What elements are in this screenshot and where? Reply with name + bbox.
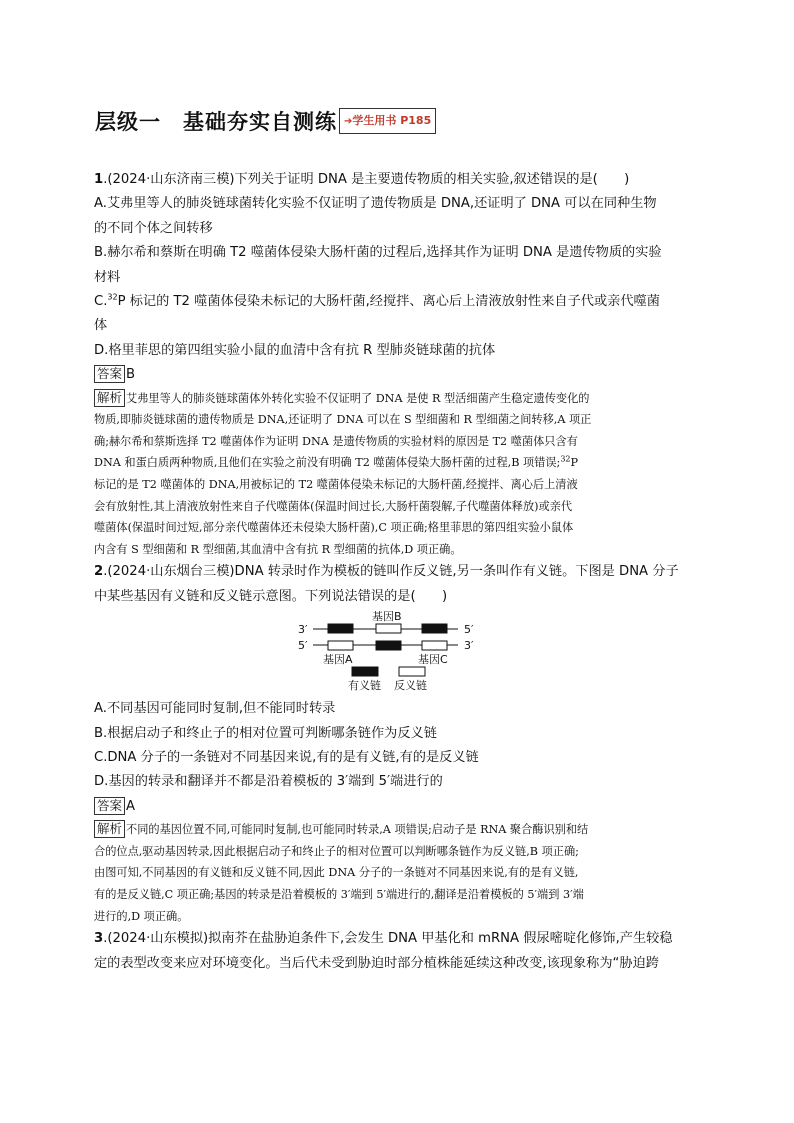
gene-c-sense-block xyxy=(422,624,447,633)
explanation-text: 艾弗里等人的肺炎链球菌体外转化实验不仅证明了 DNA 是使 R 型活细菌产生稳定遗传变化的 xyxy=(126,391,590,405)
option-a: A.艾弗里等人的肺炎链球菌转化实验不仅证明了遗传物质是 DNA,还证明了 DNA 可以在同种生物 xyxy=(94,196,657,212)
option-a: A.不同基因可能同时复制,但不能同时转录 xyxy=(94,701,336,717)
explanation-tag: 解析 xyxy=(94,820,125,838)
isotope-superscript: 32 xyxy=(560,454,571,464)
explanation-line xyxy=(94,452,698,474)
question-2 xyxy=(94,560,698,927)
explanation-line: 由图可知,不同基因的有义链和反义链不同,因此 DNA 分子的一条链对不同基因来说,有的是有义链, xyxy=(94,866,579,880)
gene-b-sense-block xyxy=(376,641,401,650)
student-book-page-label: 学生用书 P185 xyxy=(352,114,432,127)
gene-c-label: 基因C xyxy=(418,653,448,667)
question-3 xyxy=(94,927,698,976)
explanation-line: 进行的,D 项正确。 xyxy=(94,909,189,923)
explanation-line: 确;赫尔希和蔡斯选择 T2 噬菌体作为证明 DNA 是遗传物质的实验材料的原因是 T2 噬菌体只含有 xyxy=(94,434,578,448)
label-3prime-bottom: 3′ xyxy=(464,639,474,653)
arrow-icon: ➔ xyxy=(344,116,353,127)
explanation-text: 不同的基因位置不同,可能同时复制,也可能同时转录,A 项错误;启动子是 RNA 聚合酶识别和结 xyxy=(126,823,589,837)
explanation-line: 合的位点,驱动基因转录,因此根据启动子和终止子的相对位置可以判断哪条链作为反义链,B 项正确; xyxy=(94,844,579,858)
question-number: 2 xyxy=(94,564,104,580)
option-c-prefix: C. xyxy=(94,294,108,310)
option-c: C.DNA 分子的一条链对不同基因来说,有的是有义链,有的是反义链 xyxy=(94,750,479,766)
answer-tag: 答案 xyxy=(94,365,125,383)
gene-b-antisense-block xyxy=(376,624,401,633)
option-d: D.格里菲思的第四组实验小鼠的血清中含有抗 R 型肺炎链球菌的抗体 xyxy=(94,342,496,358)
explanation-text: DNA 和蛋白质两种物质,且他们在实验之前没有明确 T2 噬菌体侵染大肠杆菌的过程,B 项错误; xyxy=(94,456,561,470)
explanation-line: 物质,即肺炎链球菌的遗传物质是 DNA,还证明了 DNA 可以在 S 型细菌和 R 型细菌之间转移,A 项正 xyxy=(94,413,592,427)
explanation-line: 标记的是 T2 噬菌体的 DNA,用被标记的 T2 噬菌体侵染未标记的大肠杆菌,经搅拌、离心后上清液 xyxy=(94,478,578,492)
gene-a-antisense-block xyxy=(328,641,353,650)
question-list xyxy=(94,168,698,976)
gene-b-label: 基因B xyxy=(372,611,402,624)
question-number: 1 xyxy=(94,172,104,187)
dna-strand-diagram xyxy=(94,609,698,697)
answer-line xyxy=(94,363,698,387)
section-title: 层级一 基础夯实自测练 xyxy=(95,110,337,134)
option-c xyxy=(94,290,698,314)
label-5prime-top: 5′ xyxy=(464,623,474,637)
explanation-text: P xyxy=(570,456,579,470)
label-5prime-bottom: 5′ xyxy=(298,639,308,653)
explanation-line: 噬菌体(保温时间过短,部分亲代噬菌体还未侵染大肠杆菌),C 项正确;格里菲思的第四组实验小鼠体 xyxy=(94,521,574,535)
explanation-line xyxy=(94,819,698,841)
question-stem-cont: 定的表型改变来应对环境变化。当后代未受到胁迫时部分植株能延续这种改变,该现象称为“胁迫跨 xyxy=(94,955,659,971)
dna-diagram-svg xyxy=(298,611,498,695)
gene-a-sense-block xyxy=(328,624,353,633)
question-stem-cont: 中某些基因有义链和反义链示意图。下列说法错误的是( ) xyxy=(94,588,448,604)
question-1 xyxy=(94,168,698,560)
student-book-badge xyxy=(339,108,436,134)
explanation-line: 有的是反义链,C 项正确;基因的转录是沿着模板的 3′端到 5′端进行的,翻译是沿着模板的 5′端到 3′端 xyxy=(94,888,584,902)
explanation xyxy=(94,819,698,927)
legend-sense-label: 有义链 xyxy=(348,679,381,693)
explanation-tag: 解析 xyxy=(94,389,125,407)
stem-text: .(2024·山东济南三模)下列关于证明 DNA 是主要遗传物质的相关实验,叙述错误的是( ) xyxy=(103,172,630,187)
gene-c-antisense-block xyxy=(422,641,447,650)
answer-line xyxy=(94,795,698,819)
stem-text: .(2024·山东模拟)拟南芥在盐胁迫条件下,会发生 DNA 甲基化和 mRNA 假尿嘧啶化修饰,产生较稳 xyxy=(103,931,673,947)
explanation xyxy=(94,388,698,561)
stem-text: .(2024·山东烟台三模)DNA 转录时作为模板的链叫作反义链,另一条叫作有义链。下图是 DNA 分子 xyxy=(103,564,679,580)
explanation-line: 会有放射性,其上清液放射性来自子代噬菌体(保温时间过长,大肠杆菌裂解,子代噬菌体释放)或亲代 xyxy=(94,499,573,513)
gene-a-label: 基因A xyxy=(323,653,353,667)
legend-antisense-label: 反义链 xyxy=(394,679,427,693)
answer-value: A xyxy=(126,798,136,814)
isotope-superscript: 32 xyxy=(107,292,118,302)
legend-antisense-swatch xyxy=(399,667,425,676)
option-d: D.基因的转录和翻译并不都是沿着模板的 3′端到 5′端进行的 xyxy=(94,774,443,790)
option-b: B.根据启动子和终止子的相对位置可判断哪条链作为反义链 xyxy=(94,725,437,741)
question-number: 3 xyxy=(94,931,104,947)
answer-value: B xyxy=(126,367,136,383)
option-b-cont: 材料 xyxy=(94,269,121,285)
question-stem xyxy=(94,560,698,584)
question-stem xyxy=(94,927,698,951)
option-a-cont: 的不同个体之间转移 xyxy=(94,220,213,236)
explanation-line: 内含有 S 型细菌和 R 型细菌,其血清中含有抗 R 型细菌的抗体,D 项正确。 xyxy=(94,542,462,556)
option-c-text: P 标记的 T2 噬菌体侵染未标记的大肠杆菌,经搅拌、离心后上清液放射性来自子代或亲代噬菌 xyxy=(117,294,660,310)
section-heading xyxy=(95,106,436,136)
option-c-cont: 体 xyxy=(94,318,108,334)
answer-tag: 答案 xyxy=(94,797,125,815)
explanation-line xyxy=(94,388,698,410)
label-3prime-top: 3′ xyxy=(298,623,308,637)
legend-sense-swatch xyxy=(352,667,378,676)
option-b: B.赫尔希和蔡斯在明确 T2 噬菌体侵染大肠杆菌的过程后,选择其作为证明 DNA 是遗传物质的实验 xyxy=(94,245,662,261)
question-stem xyxy=(94,168,698,192)
